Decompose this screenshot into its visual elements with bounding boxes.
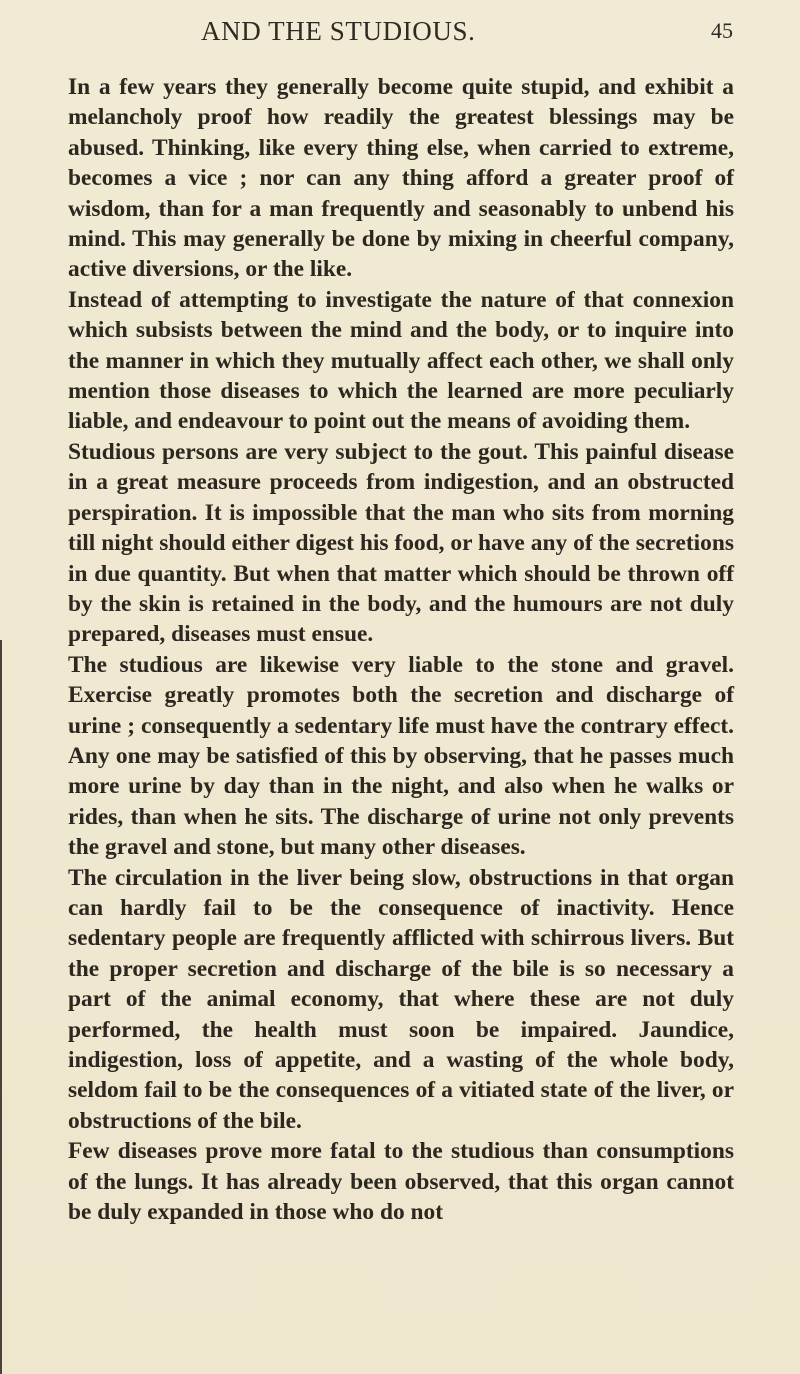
paragraph: Instead of attempting to investigate the nature of that connexion which subsists between the mind and the body, or to inquire into the manner in which they mutually affect each other, we shall only mention those diseases to which the learned are more peculiarly liable, and endeavour to point out the means of avoiding them. xyxy=(68,286,734,435)
page-number: 45 xyxy=(711,18,733,43)
paragraph: The circulation in the liver being slow, obstructions in that organ can hardly fail to be the consequence of inactivity. Hence sedentary people are frequently afflicted with schirrous livers. But the proper secretion and discharge of the bile is so necessary a part of the animal economy, that where these are not duly performed, the health must soon be impaired. Jaundice, indigestion, loss of appetite, and a wasting of the whole body, seldom fail to be the consequences of a vitiated state of the liver, or obstructions of the bile. xyxy=(68,864,734,1134)
paragraph: Few diseases prove more fatal to the studious than consumptions of the lungs. It has already been observed, that this organ cannot be duly expanded in those who do not xyxy=(68,1138,734,1226)
paragraph: In a few years they generally become quite stupid, and exhibit a melancholy proof how readily the greatest blessings may be abused. Thinking, like every thing else, when carried to extreme, becomes a vice ; nor can any thing afford a greater proof of wisdom, than for a man frequently and seasonably to unbend his mind. This may generally be done by mixing in cheerful company, active diversions, or the like. xyxy=(68,74,734,283)
running-title: AND THE STUDIOUS. xyxy=(201,16,476,46)
running-header xyxy=(70,14,800,54)
page-edge-shadow xyxy=(0,640,2,1374)
body-text xyxy=(68,72,734,1227)
paragraph: Studious persons are very subject to the gout. This painful disease in a great measure proceeds from indigestion, and an obstructed perspiration. It is impossible that the man who sits from morning till night should either digest his food, or have any of the secretions in due quantity. But when that matter which should be thrown off by the skin is retained in the body, and the humours are not duly prepared, diseases must ensue. xyxy=(68,438,734,648)
paragraph: The studious are likewise very liable to the stone and gravel. Exercise greatly promotes both the secretion and discharge of urine ; consequently a sedentary life must have the contrary effect. Any one may be satisfied of this by observing, that he passes much more urine by day than in the night, and also when he walks or rides, than when he sits. The discharge of urine not only prevents the gravel and stone, but many other diseases. xyxy=(68,651,734,861)
